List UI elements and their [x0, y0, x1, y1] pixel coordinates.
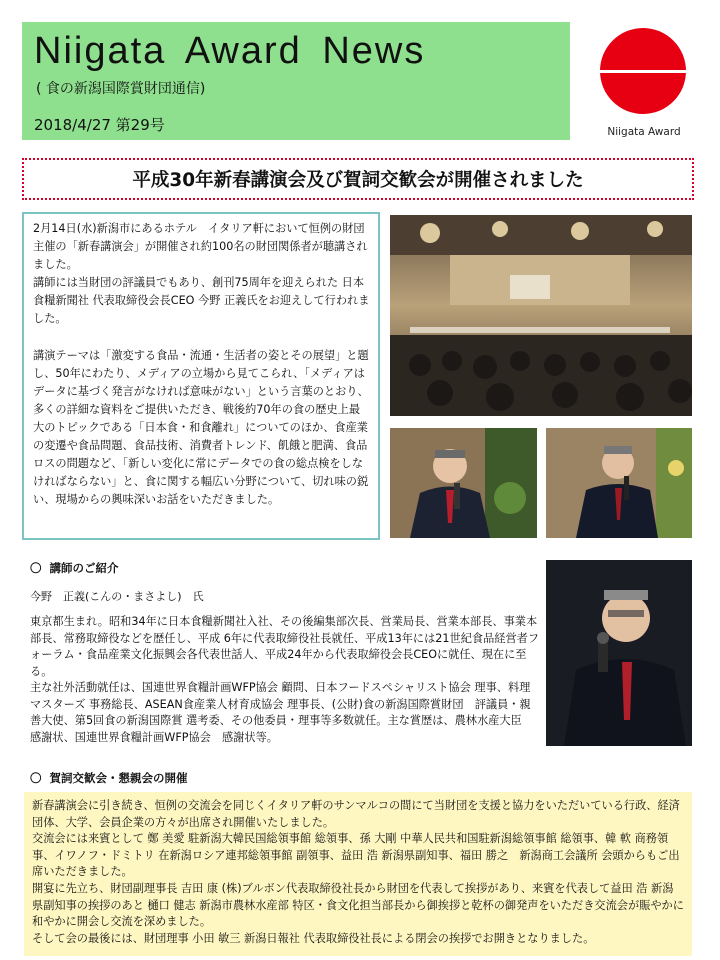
lecture-paragraph-3: 講演テーマは「激変する食品・流通・生活者の姿とその展望」と題し、50年にわたり、メディアの立場から見てこられ、「メディアはデータに基づく発言がなければ意味がない」という言葉のとおり、多くの詳細な資料をご提供いただき、戦後約70年の食の歴史上最大のトピックである「日本食・和食離れ」についてのほか、食産業の変遷や食品問題、食品技術、消費者トレンド、飢餓と肥満、食品ロスの問題など、「新しい変化に常にデータでの食の総点検をしなければならない」と、食に関する幅広い分野について、切れ味の鋭い、現場からの興味深いお話をいただきました。 — [33, 348, 369, 507]
headline: 平成30年新春講演会及び賀詞交歓会が開催されました — [132, 170, 584, 191]
reception-report — [24, 792, 692, 956]
logo-divider — [600, 70, 686, 73]
speaker-portrait-photo — [546, 560, 692, 746]
speaker-biography — [30, 614, 540, 746]
lecture-hall-photo — [390, 215, 692, 416]
newsletter-title: Niigata Award News — [34, 30, 426, 72]
speaker-section-heading — [30, 560, 119, 576]
speaker-bio-paragraph-2: 主な社外活動就任は、国連世界食糧計画WFP協会 顧問、日本フードスペシャリスト協会 理事、料理マスターズ 事務総長、ASEAN食産業人材育成協会 理事長、(公財)食の新潟国際賞財団 評議員・親善大使、第5回食の新潟国際賞 選考委、その他委員・理事等多数就任。主な賞歴は、農林水産大臣 感謝状、国連世界食糧計画WFP協会 感謝状等。 — [30, 681, 533, 744]
speaker-photo-1 — [390, 428, 537, 538]
headline-banner — [22, 158, 694, 200]
issue-date: 2018/4/27 第29号 — [34, 116, 165, 134]
speaker-photo-2 — [546, 428, 692, 538]
speaker-bio-paragraph-1: 東京都生まれ。昭和34年に日本食糧新聞社入社、その後編集部次長、営業局長、営業本部長、事業本部長、常務取締役などを歴任し、平成 6年に代表取締役社長就任、平成13年には21世紀食品経営者フォーラム・食品産業文化振興会各代表世話人、平成24年から代表取締役会長CEOに就任、現在に至る。 — [30, 615, 540, 678]
speaker-heading-text: 講師のご紹介 — [49, 561, 119, 575]
reception-section-heading — [30, 770, 188, 786]
lecture-paragraph-1: 2月14日(水)新潟市にあるホテル イタリア軒において恒例の財団主催の「新春講演会」が開催され約100名の財団関係者が聴講されました。 — [33, 222, 368, 272]
reception-paragraph-4: そして会の最後には、財団理事 小田 敏三 新潟日報社 代表取締役社長による閉会の挨拶でお開きとなりました。 — [32, 931, 595, 945]
section-bullet-icon: 〇 — [30, 771, 42, 785]
logo-caption: Niigata Award — [607, 126, 681, 138]
reception-paragraph-3: 開宴に先立ち、財団副理事長 吉田 康 (株)ブルボン代表取締役社長から財団を代表して挨拶があり、来賓を代表して益田 浩 新潟県副知事の挨拶のあと 樋口 健志 新潟市農林水産部 特区・食文化担当部長から御挨拶と乾杯の御発声をいただき交流会が賑やかに和やかに開会し交流を深めました。 — [32, 881, 684, 929]
reception-paragraph-2: 交流会には来賓として 鄭 美愛 駐新潟大韓民国総領事館 総領事、孫 大剛 中華人民共和国駐新潟総領事館 総領事、韓 軟 商務領事、イワノフ・ドミトリ 在新潟ロシア連邦総領事館 副領事、益田 浩 新潟県副知事、福田 勝之 新潟商工会議所 会頭からもご出席いただきました。 — [32, 832, 680, 879]
masthead — [22, 22, 570, 140]
reception-paragraph-1: 新春講演会に引き続き、恒例の交流会を同じくイタリア軒のサンマルコの間にて当財団を支援と協力をいただいている行政、経済団体、大学、会員企業の方々が出席され開催いたしました。 — [32, 799, 680, 829]
newsletter-subtitle: ( 食の新潟国際賞財団通信) — [36, 81, 206, 97]
section-bullet-icon: 〇 — [30, 561, 42, 575]
lecture-report — [22, 212, 380, 540]
speaker-name: 今野 正義(こんの・まさよし) 氏 — [30, 590, 204, 603]
lecture-paragraph-2: 講師には当財団の評議員でもあり、創刊75周年を迎えられた 日本食糧新聞社 代表取締役会長CEO 今野 正義氏をお迎えして行われました。 — [33, 276, 370, 326]
reception-heading-text: 賀詞交歓会・懇親会の開催 — [49, 771, 188, 785]
